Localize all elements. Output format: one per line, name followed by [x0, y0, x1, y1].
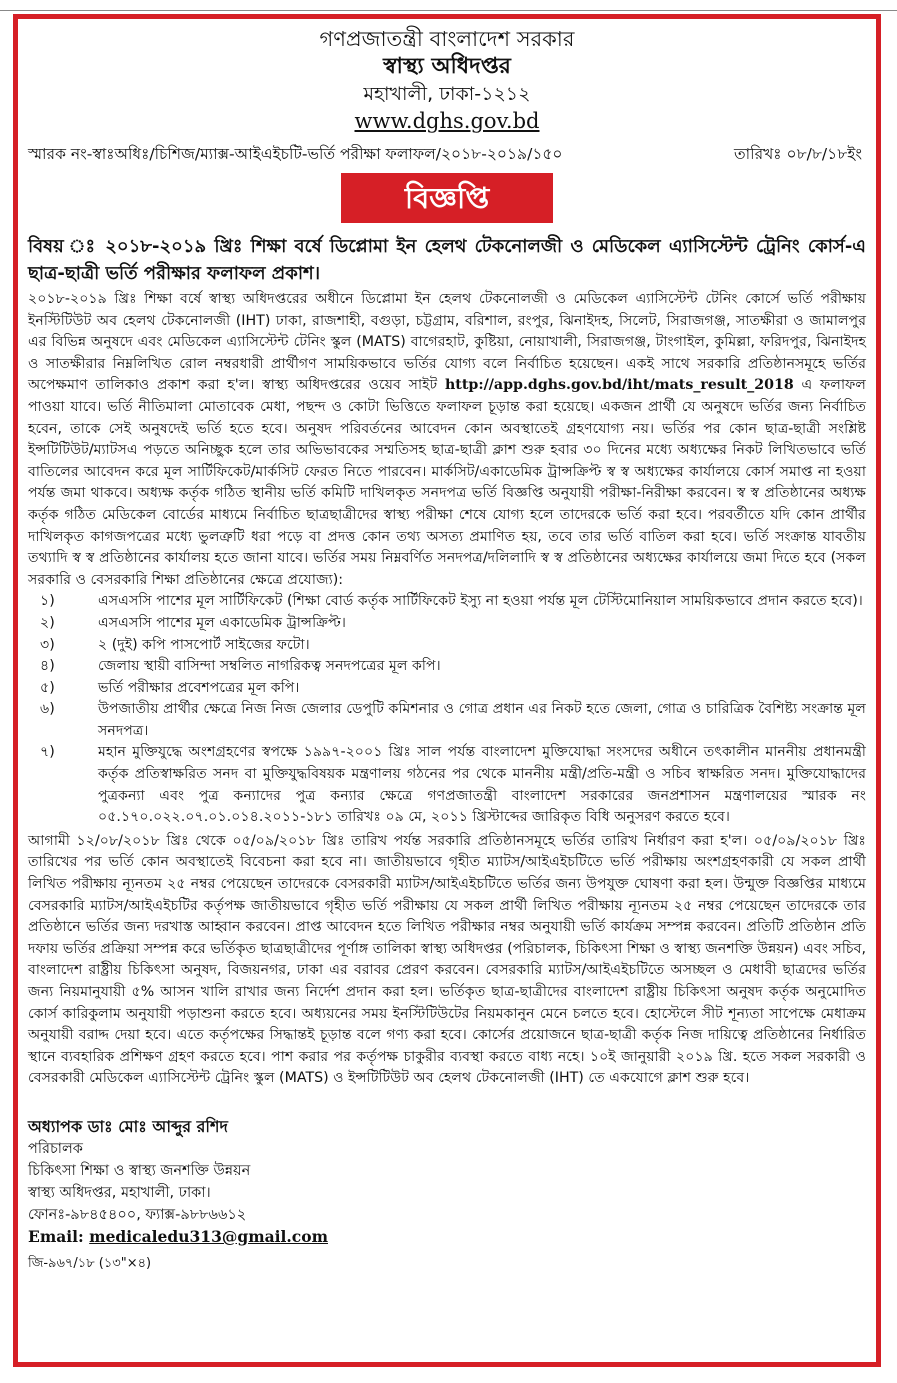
list-item-text: জেলায় স্থায়ী বাসিন্দা সম্বলিত নাগরিকত্ব সনদপত্রের মূল কপি।: [98, 658, 441, 675]
notice-frame: [13, 14, 881, 1367]
list-item: [28, 678, 866, 700]
body-text-part1: ২০১৮-২০১৯ খ্রিঃ শিক্ষা বর্ষে স্বাস্থ্য অধিদপ্তরের অধীনে ডিপ্লোমা ইন হেলথ টেকনোলজী ও মেডিকেল এ্যাসিস্টেন্ট টেনিং কোর্সে ভর্তি পরীক্ষায় ইনস্টিটিউট অব হেলথ টেকনোলজী (IHT) ঢাকা, রাজশাহী, বগুড়া, চট্টগ্রাম, বরিশাল, রংপুর, ঝিনাইদহ, সিলেট, সিরাজগঞ্জ, সাতক্ষীরা ও জামালপুর এর বিভিন্ন অনুষদে এবং মেডিকেল এ্যাসিস্টেন্ট টেনিং স্কুল (MATS) বাগেরহাট, কুষ্টিয়া, নোয়াখালী, সিরাজগঞ্জ, টাংগাইল, কুমিল্লা, ফরিদপুর, ঝিনাইদহ ও সাতক্ষীরার নিম্নলিখিত রোল নম্বরধারী প্রার্থীগণ সাময়িকভাবে ভর্তির যোগ্য বলে নির্বাচিত হয়েছেন। একই সাথে সরকারি প্রতিষ্ঠানসমূহে ভর্তির অপেক্ষমাণ তালিকাও প্রকাশ করা হ'ল। স্বাস্থ্য অধিদপ্তরের ওয়েব সাইট: [28, 291, 866, 394]
govt-name: গণপ্রজাতন্ত্রী বাংলাদেশ সরকার: [319, 27, 575, 51]
signatory-department: চিকিৎসা শিক্ষা ও স্বাস্থ্য জনশক্তি উন্নয়ন: [28, 1162, 251, 1179]
department-name: স্বাস্থ্য অধিদপ্তর: [383, 54, 511, 79]
memo-date: তারিখঃ ০৮/৮/১৮ইং: [734, 145, 862, 163]
notice-content: [28, 25, 866, 1275]
list-item-text: এসএসসি পাশের মূল একাডেমিক ট্রান্সক্রিপ্ট।: [98, 614, 347, 631]
department-address: মহাখালী, ঢাকা-১২১২: [363, 83, 531, 105]
result-url-link[interactable]: http://app.dghs.gov.bd/iht/mats_result_2018: [444, 377, 794, 394]
list-item-number: ৬): [40, 701, 55, 718]
list-item-number: ১): [40, 593, 55, 610]
contact-email: [28, 1226, 866, 1248]
list-item-text: মহান মুক্তিযুদ্ধে অংশগ্রহণের স্বপক্ষে ১৯৯৭-২০০১ খ্রিঃ সাল পর্যন্ত বাংলাদেশ মুক্তিযোদ্ধা সংসদের অধীনে তৎকালীন মাননীয় প্রধানমন্ত্রী কর্তৃক প্রতিস্বাক্ষরিত সনদ বা মুক্তিযুদ্ধবিষয়ক মন্ত্রণালয় গঠনের পর থেকে মাননীয় মন্ত্রী/প্রতি-মন্ত্রী ও সচিব স্বাক্ষরিত সনদ। মুক্তিযোদ্ধাদের পুত্রকন্যা এবং পুত্র কন্যাদের পুত্র কন্যার ক্ষেত্রে গণপ্রজাতন্ত্রী বাংলাদেশ সরকারের জনপ্রশাসন মন্ত্রণালয়ের স্মারক নং ০৫.১৭০.০২২.০৭.০১.০১৪.২০১১-১৮১ তারিখঃ ০৯ মে, ২০১১ খ্রিস্টাব্দের জারিকৃত বিধি অনুসরণ করতে হবে।: [98, 744, 866, 826]
signatory-office: স্বাস্থ্য অধিদপ্তর, মহাখালী, ঢাকা।: [28, 1184, 211, 1201]
requirements-list: [28, 591, 866, 829]
list-item-number: ২): [40, 614, 55, 631]
banner-wrap: [28, 173, 866, 223]
list-item-number: ৭): [40, 744, 55, 761]
signatory-name: অধ্যাপক ডাঃ মোঃ আব্দুর রশিদ: [28, 1116, 228, 1136]
list-item: [28, 635, 866, 657]
website-link[interactable]: www.dghs.gov.bd: [354, 109, 540, 133]
memo-line: [28, 143, 866, 165]
list-item-number: ৩): [40, 636, 55, 653]
list-item: [28, 656, 866, 678]
list-item-number: ৫): [40, 679, 55, 696]
newspaper-top-strip: [0, 0, 897, 11]
list-item: [28, 699, 866, 742]
body-paragraph: [28, 289, 866, 591]
signature-block: [28, 1116, 866, 1248]
signatory-title: পরিচালক: [28, 1140, 83, 1157]
contact-phone: ফোনঃ-৯৮৪৫৪০০, ফ্যাক্স-৯৮৮৬৬১২: [28, 1206, 247, 1223]
gazette-code: জি-৯৬৭/১৮ (১৩"×৪): [28, 1255, 152, 1271]
notice-subject: বিষয় ঃ ২০১৮-২০১৯ খ্রিঃ শিক্ষা বর্ষে ডিপ্লোমা ইন হেলথ টেকনোলজী ও মেডিকেল এ্যাসিস্টেন্ট ট্রেনিং কোর্স-এ ছাত্র-ছাত্রী ভর্তি পরীক্ষার ফলাফল প্রকাশ।: [28, 236, 866, 284]
memo-reference: স্মারক নং-স্বাঃঅধিঃ/চিশিজ/ম্যাক্স-আইএইচটি-ভর্তি পরীক্ষা ফলাফল/২০১৮-২০১৯/১৫০: [28, 145, 563, 163]
email-link[interactable]: medicaledu313@gmail.com: [89, 1226, 328, 1246]
body-text-part2: এ ফলাফল পাওয়া যাবে। ভর্তি নীতিমালা মোতাবেক মেধা, পছন্দ ও কোটা ভিত্তিতে ফলাফল চূড়ান্ত করা হয়েছে। একজন প্রার্থী যে অনুষদে ভর্তির জন্য নির্বাচিত হবেন, তাকে সেই অনুষদেই ভর্তি হতে হবে। অনুষদ পরিবর্তনের আবেদন কোন অবস্থাতেই গ্রহণযোগ্য নয়। ভর্তির পর কোন ছাত্র-ছাত্রী সংশ্লিষ্ট ইন্সটিটিউট/ম্যাটসএ পড়তে অনিচ্ছুক হলে তার অভিভাবকের সম্মতিসহ ছাত্র-ছাত্রী ক্লাশ শুরু হবার ৩০ দিনের মধ্যে অধ্যক্ষের নিকট লিখিতভাবে ভর্তি বাতিলের আবেদন করে মূল সার্টিফিকেট/মার্কসিট ফেরত নিতে পারবেন। মার্কসিট/একাডেমিক ট্রান্সক্রিপ্ট স্ব স্ব অধ্যক্ষের কার্যালয়ে কোর্স সমাপ্ত না হওয়া পর্যন্ত জমা থাকবে। অধ্যক্ষ কর্তৃক গঠিত স্থানীয় ভর্তি কমিটি দাখিলকৃত সনদপত্র ভর্তি বিজ্ঞপ্তি অনুযায়ী পরীক্ষা-নিরীক্ষা করবেন। স্ব স্ব প্রতিষ্ঠানের অধ্যক্ষ কর্তৃক গঠিত মেডিকেল বোর্ডের মাধ্যমে নির্বাচিত ছাত্রছাত্রীদের স্বাস্থ্য পরীক্ষা শেষে যোগ্য হলে তাদেরকে ভর্তি করা হবে। পরবর্তীতে যদি কোন প্রার্থীর দাখিলকৃত কাগজপত্রের মধ্যে ভুলত্রুটি ধরা পড়ে বা প্রদত্ত কোন তথ্য অসত্য প্রমাণিত হয়, তবে তার ভর্তি বাতিল করা হবে। ভর্তি সংক্রান্ত যাবতীয় তথ্যাদি স্ব স্ব প্রতিষ্ঠানের কার্যালয় হতে জানা যাবে। ভর্তির সময় নিম্নবর্ণিত সনদপত্র/দলিলাদি স্ব স্ব প্রতিষ্ঠানের অধ্যক্ষের কার্যালয়ে জমা দিতে হবে (সকল সরকারি ও বেসরকারি শিক্ষা প্রতিষ্ঠানের ক্ষেত্রে প্রযোজ্য):: [28, 377, 867, 588]
list-item-text: উপজাতীয় প্রার্থীর ক্ষেত্রে নিজ নিজ জেলার ডেপুটি কমিশনার ও গোত্র প্রধান এর নিকট হতে জেলা, গোত্র ও চারিত্রিক বৈশিষ্ট্য সংক্রান্ত মূল সনদপত্র।: [98, 701, 866, 739]
list-item-text: ২ (দুই) কপি পাসপোর্ট সাইজের ফটো।: [98, 636, 310, 653]
list-item-text: ভর্তি পরীক্ষার প্রবেশপত্রের মূল কপি।: [98, 679, 300, 696]
list-item: [28, 613, 866, 635]
closing-paragraph: আগামী ১২/০৮/২০১৮ খ্রিঃ থেকে ০৫/০৯/২০১৮ খ্রিঃ তারিখ পর্যন্ত সরকারি প্রতিষ্ঠানসমূহে ভর্তির তারিখ নির্ধারণ করা হ'ল। ০৫/০৯/২০১৮ খ্রিঃ তারিখের পর ভর্তি কোন অবস্থাতেই বিবেচনা করা হবে না। জাতীয়ভাবে গৃহীত ম্যাটস/আইএইচটিতে ভর্তি পরীক্ষায় অংশগ্রহণকারী যে সকল প্রার্থী লিখিত পরীক্ষায় ন্যূনতম ২৫ নম্বর পেয়েছেন তাদেরকে বেসরকারী ম্যাটস/আইএইচটিতে ভর্তির জন্য উপযুক্ত ঘোষণা করা হল। উন্মুক্ত বিজ্ঞপ্তির মাধ্যমে বেসরকারি ম্যাটস/আইএইচটির কর্তৃপক্ষ জাতীয়ভাবে গৃহীত ভর্তি পরীক্ষায় যে সকল প্রার্থী লিখিত পরীক্ষায় ন্যূনতম ২৫ নম্বর পেয়েছেন তাদেরকে তার প্রতিষ্ঠানে ভর্তির জন্য দরখাস্ত আহ্বান করবেন। প্রাপ্ত আবেদন হতে লিখিত পরীক্ষার নম্বর অনুযায়ী ভর্তি কার্যক্রম সম্পন্ন করবেন। প্রতিটি প্রতিষ্ঠান প্রতি দফায় ভর্তির প্রক্রিয়া সম্পন্ন করে ভর্তিকৃত ছাত্রছাত্রীদের পূর্ণাঙ্গ তালিকা স্বাস্থ্য অধিদপ্তর (পরিচালক, চিকিৎসা শিক্ষা ও স্বাস্থ্য জনশক্তি উন্নয়ন) এবং সচিব, বাংলাদেশ রাষ্ট্রীয় চিকিৎসা অনুষদ, বিজয়নগর, ঢাকা এর বরাবর প্রেরণ করবেন। বেসরকারি ম্যাটস/আইএইচটিতে অসচ্ছল ও মেধাবী ছাত্রদের ভর্তির জন্য নিয়মানুযায়ী ৫% আসন খালি রাখার জন্য নির্দেশ প্রদান করা হল। ভর্তিকৃত ছাত্র-ছাত্রীদের বাংলাদেশ রাষ্ট্রীয় চিকিৎসা অনুষদ কর্তৃক অনুমোদিত কোর্স কারিকুলাম অনুযায়ী পড়াশুনা করতে হবে। অধ্যয়নের সময় ইনস্টিটিউটের নিয়মকানুন মেনে চলতে হবে। হোস্টেলে সীট শূন্যতা সাপেক্ষে মেধাক্রম অনুযায়ী বরাদ্দ দেয়া হবে। এতে কর্তৃপক্ষের সিদ্ধান্তই চূড়ান্ত বলে গণ্য করা হবে। কোর্সের প্রয়োজনে ছাত্র-ছাত্রী কর্তৃক নিজ দায়িত্বে প্রতিষ্ঠানের নির্ধারিত স্থানে ব্যবহারিক প্রশিক্ষণ গ্রহণ করতে হবে। পাশ করার পর কর্তৃপক্ষ চাকুরীর ব্যবস্থা করতে বাধ্য নহে। ১০ই জানুয়ারী ২০১৯ খ্রি. হতে সকল সরকারী ও বেসরকারী মেডিকেল এ্যাসিস্টেন্ট ট্রেনিং স্কুল (MATS) ও ইন্সটিটিউট অব হেলথ টেকনোলজী (IHT) তে একযোগে ক্লাশ শুরু হবে।: [28, 832, 866, 1087]
notice-banner: বিজ্ঞপ্তি: [341, 173, 553, 223]
email-label: Email:: [28, 1226, 84, 1246]
notice-header: [28, 25, 866, 135]
list-item: [28, 591, 866, 613]
list-item-number: ৪): [40, 658, 55, 675]
list-item-text: এসএসসি পাশের মূল সার্টিফিকেট (শিক্ষা বোর্ড কর্তৃক সার্টিফিকেট ইস্যু না হওয়া পর্যন্ত মূল টেস্টিমোনিয়াল সাময়িকভাবে প্রদান করতে হবে)।: [98, 593, 863, 610]
list-item: [28, 742, 866, 828]
